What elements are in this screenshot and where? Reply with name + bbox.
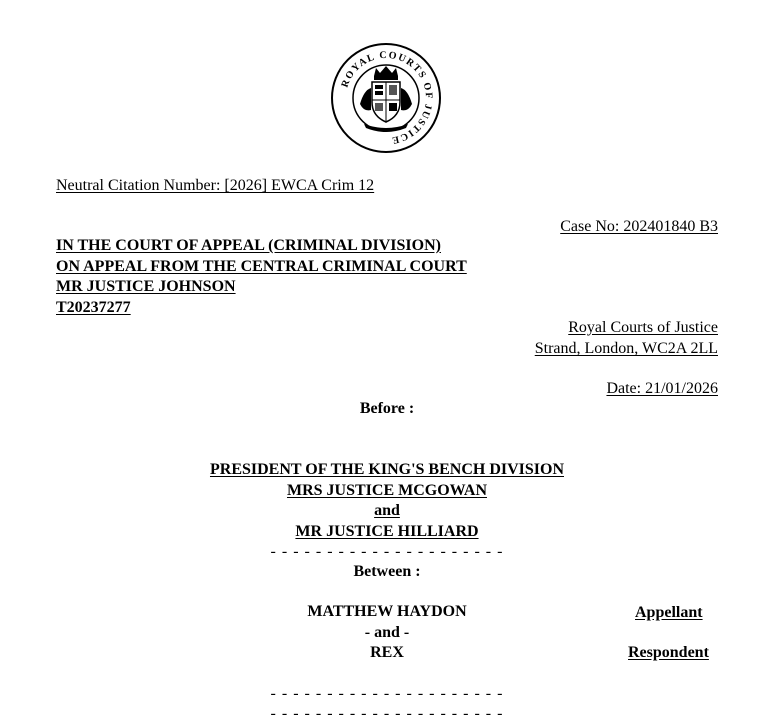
separator-2: - - - - - - - - - - - - - - - - - - - - - bbox=[270, 685, 504, 702]
judge-3: MR JUSTICE HILLIARD bbox=[295, 523, 479, 540]
judgment-date: Date: 21/01/2026 bbox=[606, 380, 718, 397]
respondent-name: REX bbox=[370, 644, 404, 661]
court-line-2: ON APPEAL FROM THE CENTRAL CRIMINAL COURT bbox=[56, 258, 467, 275]
court-line-1: IN THE COURT OF APPEAL (CRIMINAL DIVISION) bbox=[56, 237, 441, 254]
court-line-4: T20237277 bbox=[56, 299, 131, 316]
judges-and: and bbox=[374, 502, 400, 519]
case-number: Case No: 202401840 B3 bbox=[560, 218, 718, 235]
between-label: Between : bbox=[353, 563, 421, 580]
address-line-1: Royal Courts of Justice bbox=[568, 319, 718, 336]
court-line-3: MR JUSTICE JOHNSON bbox=[56, 278, 236, 295]
separator-3: - - - - - - - - - - - - - - - - - - - - - bbox=[270, 705, 504, 722]
address-line-2: Strand, London, WC2A 2LL bbox=[534, 340, 718, 357]
judge-2: MRS JUSTICE MCGOWAN bbox=[286, 482, 487, 499]
separator-1: - - - - - - - - - - - - - - - - - - - - - bbox=[270, 543, 504, 560]
appellant-name: MATTHEW HAYDON bbox=[307, 603, 467, 620]
royal-courts-crest-icon bbox=[330, 42, 442, 154]
respondent-role: Respondent bbox=[628, 644, 709, 661]
neutral-citation: Neutral Citation Number: [2026] EWCA Crim 12 bbox=[56, 177, 375, 194]
before-label: Before : bbox=[359, 400, 415, 417]
crest-ring-text: ROYAL COURTS OF JUSTICE bbox=[339, 49, 435, 146]
appellant-role: Appellant bbox=[635, 604, 703, 621]
parties-and: - and - bbox=[364, 624, 410, 641]
judge-1: PRESIDENT OF THE KING'S BENCH DIVISION bbox=[209, 461, 564, 478]
